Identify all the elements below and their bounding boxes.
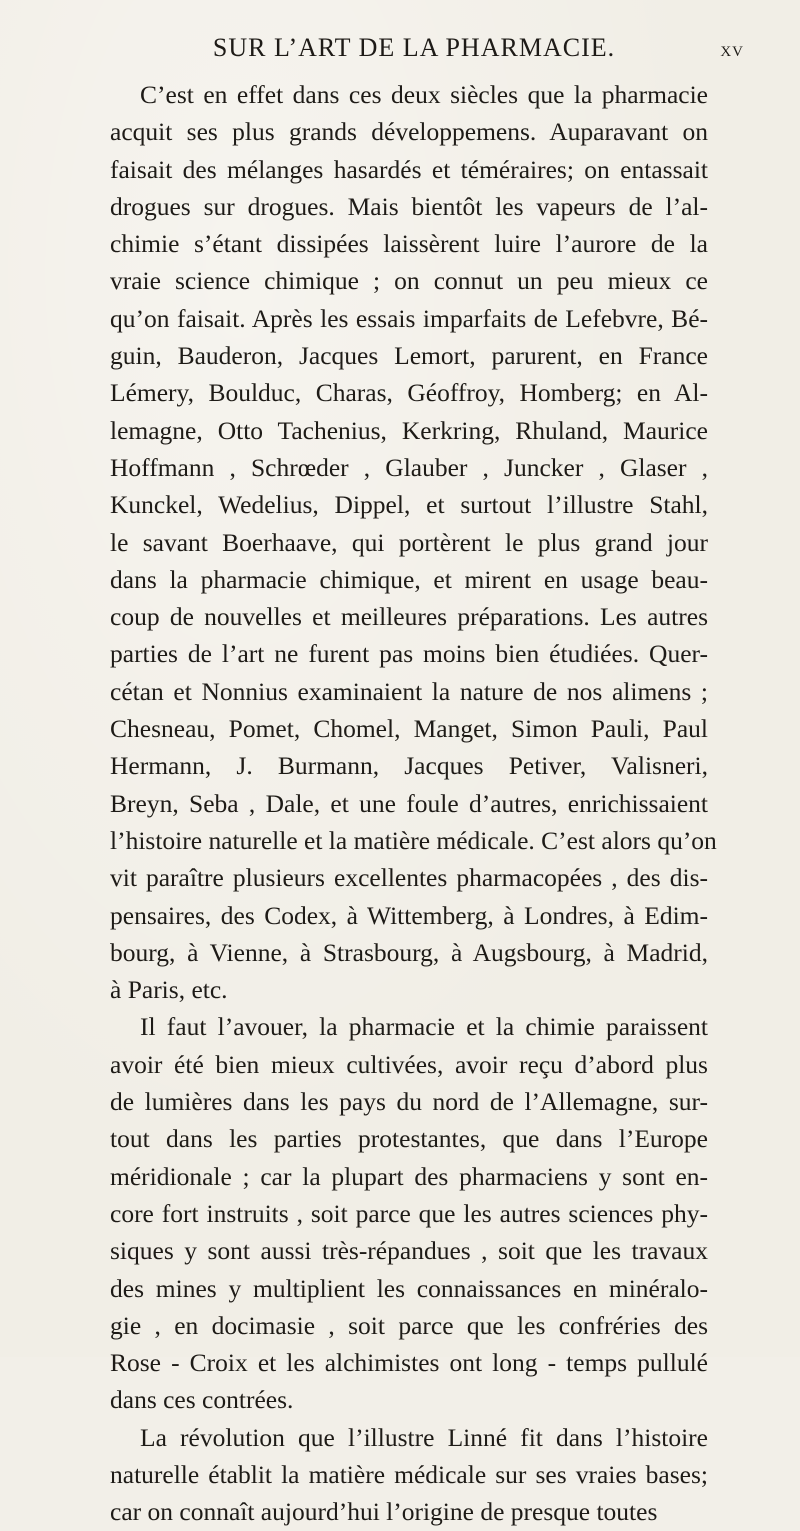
- text-line: tout dans les parties protestantes, que dans l’Europe: [110, 1124, 708, 1154]
- text-line: gie , en docimasie , soit parce que les confréries des: [110, 1310, 708, 1340]
- text-line: naturelle établit la matière médicale sur ses vraies bases;: [110, 1459, 708, 1489]
- text-line: parties de l’art ne furent pas moins bien étudiées. Quer-: [110, 639, 708, 669]
- body-text: [110, 76, 717, 1531]
- text-line: car on connaît aujourd’hui l’origine de presque toutes: [110, 1497, 658, 1527]
- text-line: guin, Bauderon, Jacques Lemort, parurent, en France: [110, 341, 708, 371]
- page-header: [110, 0, 744, 70]
- text-line: Rose - Croix et les alchimistes ont long - temps pullulé: [110, 1348, 708, 1378]
- text-line: Il faut l’avouer, la pharmacie et la chimie paraissent: [140, 1012, 708, 1042]
- text-line: avoir été bien mieux cultivées, avoir reçu d’abord plus: [110, 1049, 708, 1079]
- text-line: vit paraître plusieurs excellentes pharmacopées , des dis-: [110, 863, 708, 893]
- page-number: xv: [720, 36, 744, 61]
- text-line: Lémery, Boulduc, Charas, Géoffroy, Homberg; en Al-: [110, 378, 708, 408]
- paragraph: [110, 76, 717, 1008]
- text-line: de lumières dans les pays du nord de l’Allemagne, sur-: [110, 1087, 708, 1117]
- text-line: à Paris, etc.: [110, 975, 228, 1005]
- text-line: vraie science chimique ; on connut un peu mieux ce: [110, 266, 708, 296]
- text-line: C’est en effet dans ces deux siècles que la pharmacie: [140, 80, 708, 109]
- text-line: lemagne, Otto Tachenius, Kerkring, Rhuland, Maurice: [110, 415, 708, 445]
- text-line: dans la pharmacie chimique, et mirent en usage beau-: [110, 564, 708, 594]
- text-line: faisait des mélanges hasardés et téméraires; on entassait: [110, 154, 708, 184]
- paragraph: [110, 1419, 708, 1531]
- text-line: drogues sur drogues. Mais bientôt les vapeurs de l’al-: [110, 191, 708, 221]
- text-line: pensaires, des Codex, à Wittemberg, à Londres, à Edim-: [110, 900, 708, 930]
- text-line: Hoffmann , Schrœder , Glauber , Juncker , Glaser ,: [110, 452, 708, 482]
- text-line: des mines y multiplient les connaissances en minéralo-: [110, 1273, 708, 1303]
- text-line: La révolution que l’illustre Linné fit dans l’histoire: [140, 1422, 708, 1452]
- text-line: core fort instruits , soit parce que les autres sciences phy-: [110, 1198, 708, 1228]
- text-line: le savant Boerhaave, qui portèrent le plus grand jour: [110, 527, 708, 557]
- text-line: Hermann, J. Burmann, Jacques Petiver, Valisneri,: [110, 751, 708, 781]
- text-line: Kunckel, Wedelius, Dippel, et surtout l’illustre Stahl,: [110, 490, 708, 520]
- text-line: l’histoire naturelle et la matière médicale. C’est alors qu’on: [110, 825, 717, 855]
- text-line: dans ces contrées.: [110, 1385, 294, 1415]
- text-line: méridionale ; car la plupart des pharmaciens y sont en-: [110, 1161, 708, 1191]
- text-line: Breyn, Seba , Dale, et une foule d’autres, enrichissaient: [110, 788, 708, 818]
- text-line: chimie s’étant dissipées laissèrent luire l’aurore de la: [110, 229, 708, 259]
- text-line: siques y sont aussi très-répandues , soit que les travaux: [110, 1236, 708, 1266]
- text-line: coup de nouvelles et meilleures préparations. Les autres: [110, 602, 708, 632]
- text-line: Chesneau, Pomet, Chomel, Manget, Simon Pauli, Paul: [110, 714, 708, 744]
- paragraph: [110, 1008, 708, 1418]
- text-line: qu’on faisait. Après les essais imparfaits de Lefebvre, Bé-: [110, 303, 708, 333]
- text-line: bourg, à Vienne, à Strasbourg, à Augsbourg, à Madrid,: [110, 937, 708, 967]
- text-line: cétan et Nonnius examinaient la nature de nos alimens ;: [110, 676, 708, 706]
- text-line: acquit ses plus grands développemens. Auparavant on: [110, 117, 708, 147]
- running-title: SUR L’ART DE LA PHARMACIE.: [212, 33, 616, 62]
